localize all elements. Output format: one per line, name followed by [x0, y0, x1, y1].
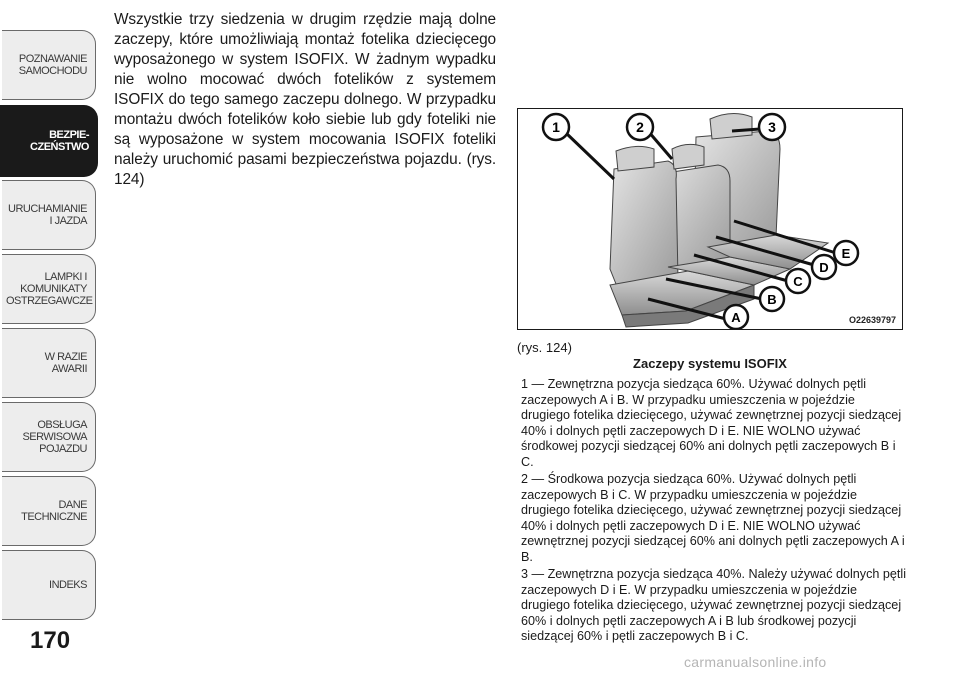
tab-label-line: DANE	[58, 499, 87, 511]
callout-label: C	[793, 274, 803, 289]
callout-label: E	[841, 246, 851, 261]
tab-label-line: OBSŁUGA	[37, 419, 87, 431]
seat-back-left	[610, 161, 678, 289]
tab-label-line: SERWISOWA	[22, 431, 87, 443]
page-number: 170	[30, 627, 71, 654]
body-paragraph: Wszystkie trzy siedzenia w drugim rzędzie mają dolne zaczepy, które umożliwiają montaż fotelika dziecięcego wyposażonego w system ISOFIX. W żadnym wypadku nie wolno mocować dwóch fotelików z systemem ISOFIX do tego samego zaczepu dolnego. W przypadku montażu dwóch fotelików koło siebie lub gdy foteliki nie są wyposażone w system mocowania ISOFIX foteliki należy uruchomić pasami bezpieczeństwa pojazdu. (rys. 124)	[114, 11, 496, 188]
tab-label-line: INDEKS	[49, 579, 87, 591]
tab-uruchamianie-i-jazda[interactable]	[2, 180, 96, 250]
description-item-3: 3 — Zewnętrzna pozycja siedząca 40%. Należy używać dolnych pętli zaczepowych D i E. W przypadku umieszczenia w pojeździe drugiego fotelika dziecięcego, używać zewnętrznej pozycji siedzącej 60% i dolnych pętli zaczepowych A i B lub środkowej pozycji siedzącej 60% i pętli zaczepowych B i C.	[521, 567, 906, 643]
tab-lampki-i-komunikaty[interactable]	[2, 254, 96, 324]
callout-label: A	[731, 310, 741, 325]
tab-indeks[interactable]	[2, 550, 96, 620]
callout-label: 1	[552, 119, 560, 135]
tab-label-line: I JAZDA	[49, 215, 87, 227]
tab-label-line: POZNAWANIE	[18, 53, 87, 65]
tab-poznawanie-samochodu[interactable]	[2, 30, 96, 100]
tab-label-line: KOMUNIKATY	[20, 283, 87, 295]
tab-label-line: CZEŃSTWO	[30, 141, 89, 153]
watermark: carmanualsonline.info	[684, 654, 827, 670]
callout-e	[834, 241, 858, 265]
callout-c	[786, 269, 810, 293]
callout-3	[759, 114, 785, 140]
callout-label: 2	[636, 119, 644, 135]
callout-label: 3	[768, 119, 776, 135]
tab-label-line: OSTRZEGAWCZE	[6, 295, 93, 307]
callout-label: D	[819, 260, 829, 275]
tab-dane-techniczne[interactable]	[2, 476, 96, 546]
tab-label-line: BEZPIE-	[49, 129, 89, 141]
callout-2	[627, 114, 653, 140]
description-item-1: 1 — Zewnętrzna pozycja siedząca 60%. Używać dolnych pętli zaczepowych A i B. W przypadku umieszczenia w pojeździe drugiego fotelika dziecięcego, używać zewnętrznej pozycji siedzącej 40% i dolnych pętli zaczepowych D i E. NIE WOLNO używać środkowej pozycji siedzącej 60% ani dolnych pętli zaczepowych B i C.	[521, 377, 902, 469]
callout-label: B	[767, 292, 777, 307]
figure-label: (rys. 124)	[517, 340, 572, 355]
tab-w-razie-awarii[interactable]	[2, 328, 96, 398]
callout-d	[812, 255, 836, 279]
tab-obsluga-serwisowa[interactable]	[2, 402, 96, 472]
tab-label-line: POJAZDU	[39, 443, 87, 455]
callout-a	[724, 305, 748, 329]
callout-1	[543, 114, 569, 140]
tab-label-line: URUCHAMIANIE	[8, 203, 87, 215]
figure-title: Zaczepy systemu ISOFIX	[633, 356, 787, 371]
tab-label-line: SAMOCHODU	[18, 65, 87, 77]
tab-label-line: AWARII	[51, 363, 87, 375]
seat-illustration	[517, 108, 903, 330]
tab-label-line: LAMPKI I	[44, 271, 87, 283]
headrest-middle	[672, 144, 704, 169]
headrest-left	[616, 146, 654, 171]
tab-label-line: W RAZIE	[44, 351, 87, 363]
headrest-right	[710, 113, 752, 139]
tab-label-line: TECHNICZNE	[21, 511, 87, 523]
tab-bezpieczenstwo[interactable]	[0, 105, 98, 177]
seat-drawing	[518, 109, 902, 329]
description-item-2: 2 — Środkowa pozycja siedząca 60%. Używać dolnych pętli zaczepowych B i C. W przypadku umieszczenia w pojeździe drugiego fotelika dziecięcego, używać zewnętrznej pozycji siedzącej 40% i dolnych pętli zaczepowych D i E. NIE WOLNO używać zewnętrznej pozycji siedzącej 60% ani dolnych pętli zaczepowych A i B.	[521, 472, 905, 564]
callout-b	[760, 287, 784, 311]
figure-code: O22639797	[848, 315, 896, 325]
